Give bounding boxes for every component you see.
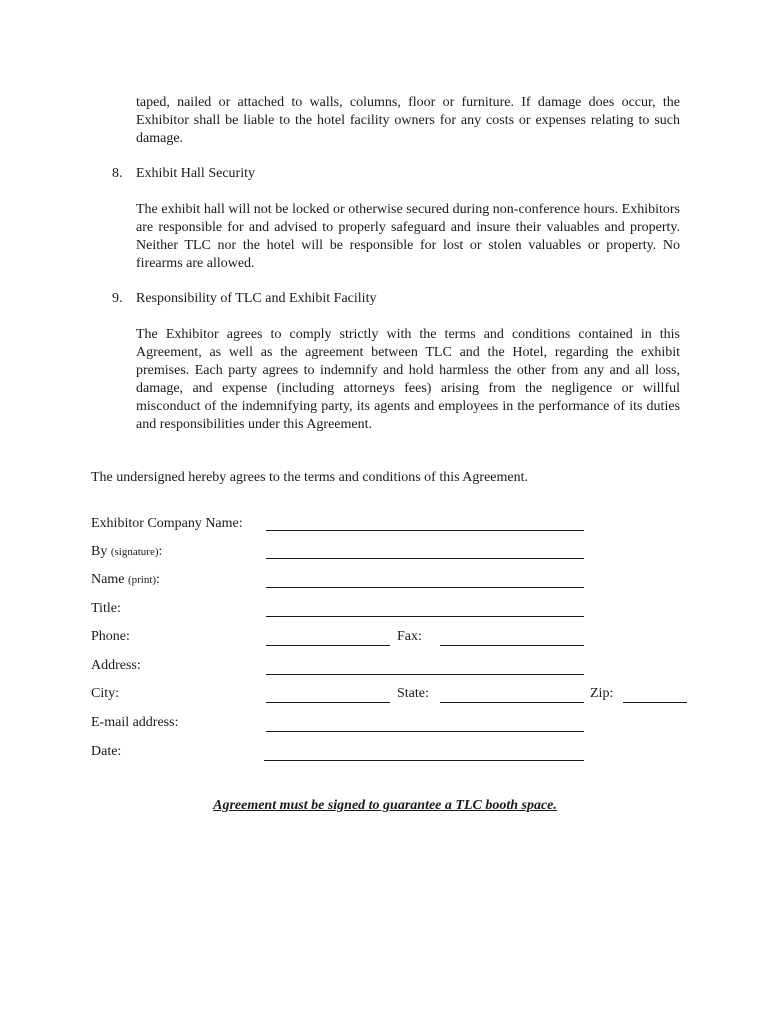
by-text: By xyxy=(91,544,108,559)
label-colon: : xyxy=(156,572,160,587)
address-field[interactable] xyxy=(266,674,584,675)
company-name-label: Exhibitor Company Name: xyxy=(91,516,243,531)
phone-label: Phone: xyxy=(91,629,130,644)
phone-field[interactable] xyxy=(266,645,390,646)
state-field[interactable] xyxy=(440,702,584,703)
signature-note: (signature) xyxy=(110,546,159,558)
date-label: Date: xyxy=(91,744,122,759)
title-field[interactable] xyxy=(266,616,584,617)
signature-label xyxy=(91,543,162,561)
zip-label: Zip: xyxy=(590,686,614,701)
agreement-statement: The undersigned hereby agrees to the terms and conditions of this Agreement. xyxy=(91,470,528,485)
section-number: 8. xyxy=(112,166,123,181)
label-colon: : xyxy=(158,544,163,559)
signature-requirement-note: Agreement must be signed to guarantee a TLC booth space. xyxy=(213,798,557,813)
print-note: (print) xyxy=(127,574,157,586)
section-title: Responsibility of TLC and Exhibit Facility xyxy=(136,291,377,306)
print-name-label xyxy=(91,571,160,589)
state-label: State: xyxy=(397,686,429,701)
address-label: Address: xyxy=(91,658,141,673)
continuation-paragraph: taped, nailed or attached to walls, columns, floor or furniture. If damage does occur, the Exhibitor shall be liable to the hotel facility owners for any costs or expenses relating to such damage. xyxy=(136,95,680,146)
city-label: City: xyxy=(91,686,120,701)
section-number: 9. xyxy=(112,291,123,306)
name-text: Name xyxy=(91,572,125,587)
zip-field[interactable] xyxy=(623,702,687,703)
company-name-field[interactable] xyxy=(266,530,584,531)
section-8-body: The exhibit hall will not be locked or otherwise secured during non-conference hours. Exhibitors are responsible for and advised to properly safeguard and insure their valuables and property. Neither TLC nor the hotel will be responsible for lost or stolen valuables or property. No firearms are allowed. xyxy=(136,202,680,271)
section-9-body: The Exhibitor agrees to comply strictly with the terms and conditions contained in this Agreement, as well as the agreement between TLC and the Hotel, regarding the exhibit premises. Each party agrees to indemnify and hold harmless the other from any and all loss, damage, and expense (including attorneys fees) arising from the negligence or willful misconduct of the indemnifying party, its agents and employees in the performance of its duties and responsibilities under this Agreement. xyxy=(136,327,680,432)
city-field[interactable] xyxy=(266,702,390,703)
date-field[interactable] xyxy=(264,760,584,761)
section-title: Exhibit Hall Security xyxy=(136,166,255,181)
email-label: E-mail address: xyxy=(91,715,179,730)
print-name-field[interactable] xyxy=(266,587,584,588)
title-label: Title: xyxy=(91,601,121,616)
fax-field[interactable] xyxy=(440,645,584,646)
email-field[interactable] xyxy=(266,731,584,732)
signature-field[interactable] xyxy=(266,558,584,559)
fax-label: Fax: xyxy=(397,629,422,644)
